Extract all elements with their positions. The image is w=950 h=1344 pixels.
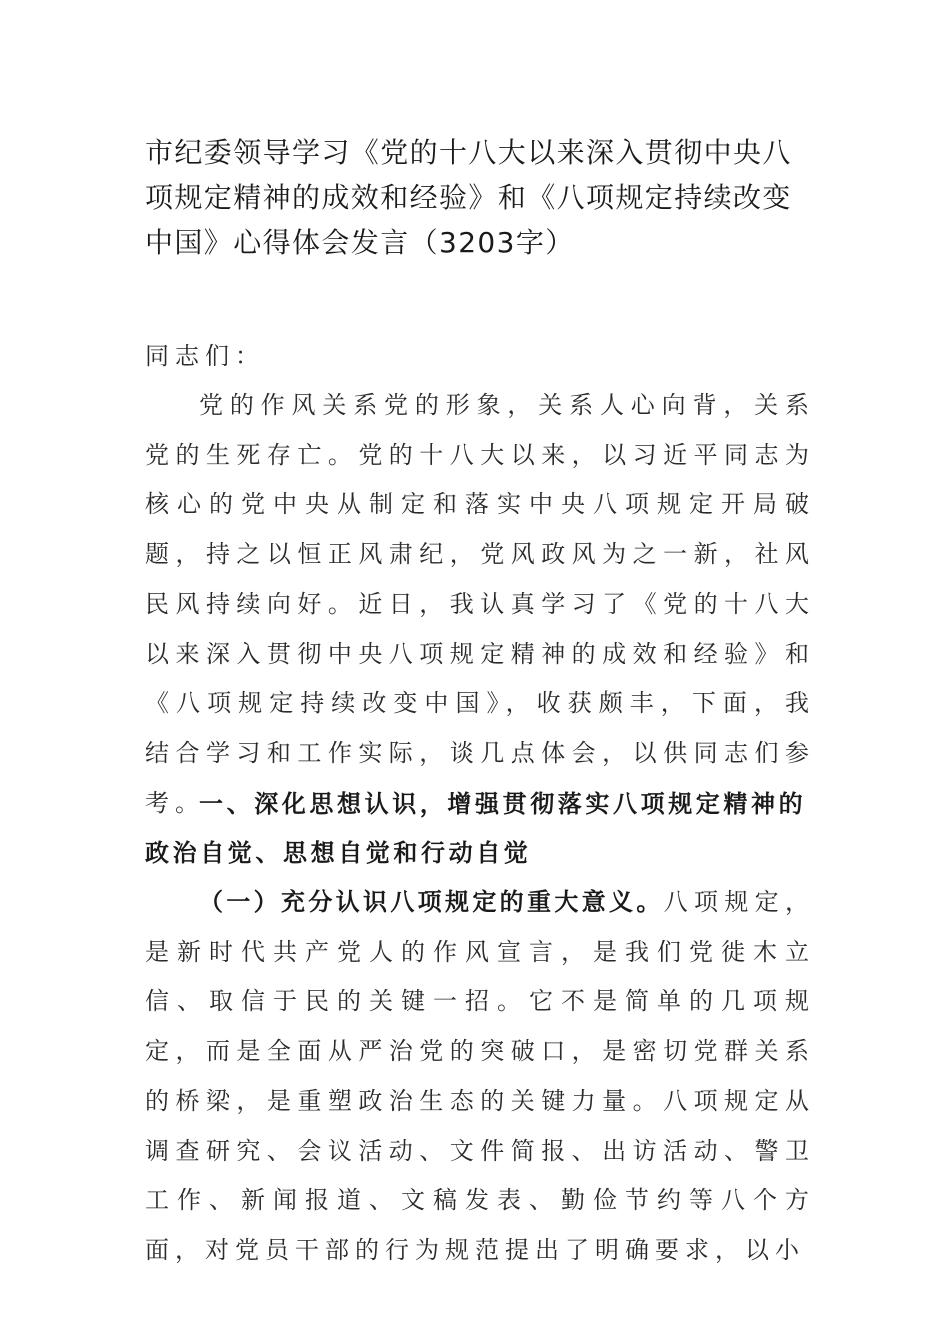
section-heading: 一、深化思想认识，增强贯彻落实八项规定精神的政治自觉、思想自觉和行动自觉 bbox=[145, 790, 807, 867]
salutation: 同志们： bbox=[145, 342, 265, 370]
subsection-paragraph bbox=[145, 878, 815, 1276]
subsection-heading: （一）充分认识八项规定的重大意义。 bbox=[199, 888, 664, 916]
subsection-body: 八项规定，是新时代共产党人的作风宣言，是我们党徙木立信、取信于民的关键一招。它不是简单的几项规定，而是全面从严治党的突破口，是密切党群关系的桥梁，是重塑政治生态的关键力量。八项规定从调查研究、会议活动、文件简报、出访活动、警卫工作、新闻报道、文稿发表、勤俭节约等八个方面，对党员干部的行为规范提出了明确要求，以小 bbox=[145, 888, 816, 1264]
intro-paragraph: 党的作风关系党的形象，关系人心向背，关系党的生死存亡。党的十八大以来，以习近平同志为核心的党中央从制定和落实中央八项规定开局破题，持之以恒正风肃纪，党风政风为之一新，社风民风持续向好。近日，我认真学习了《党的十八大以来深入贯彻中央八项规定精神的成效和经验》和《八项规定持续改变中国》，收获颇丰，下面，我结合学习和工作实际，谈几点体会，以供同志们参考。 bbox=[145, 391, 815, 817]
document-title: 市纪委领导学习《党的十八大以来深入贯彻中央八项规定精神的成效和经验》和《八项规定持续改变中国》心得体会发言（3203字） bbox=[145, 136, 792, 259]
